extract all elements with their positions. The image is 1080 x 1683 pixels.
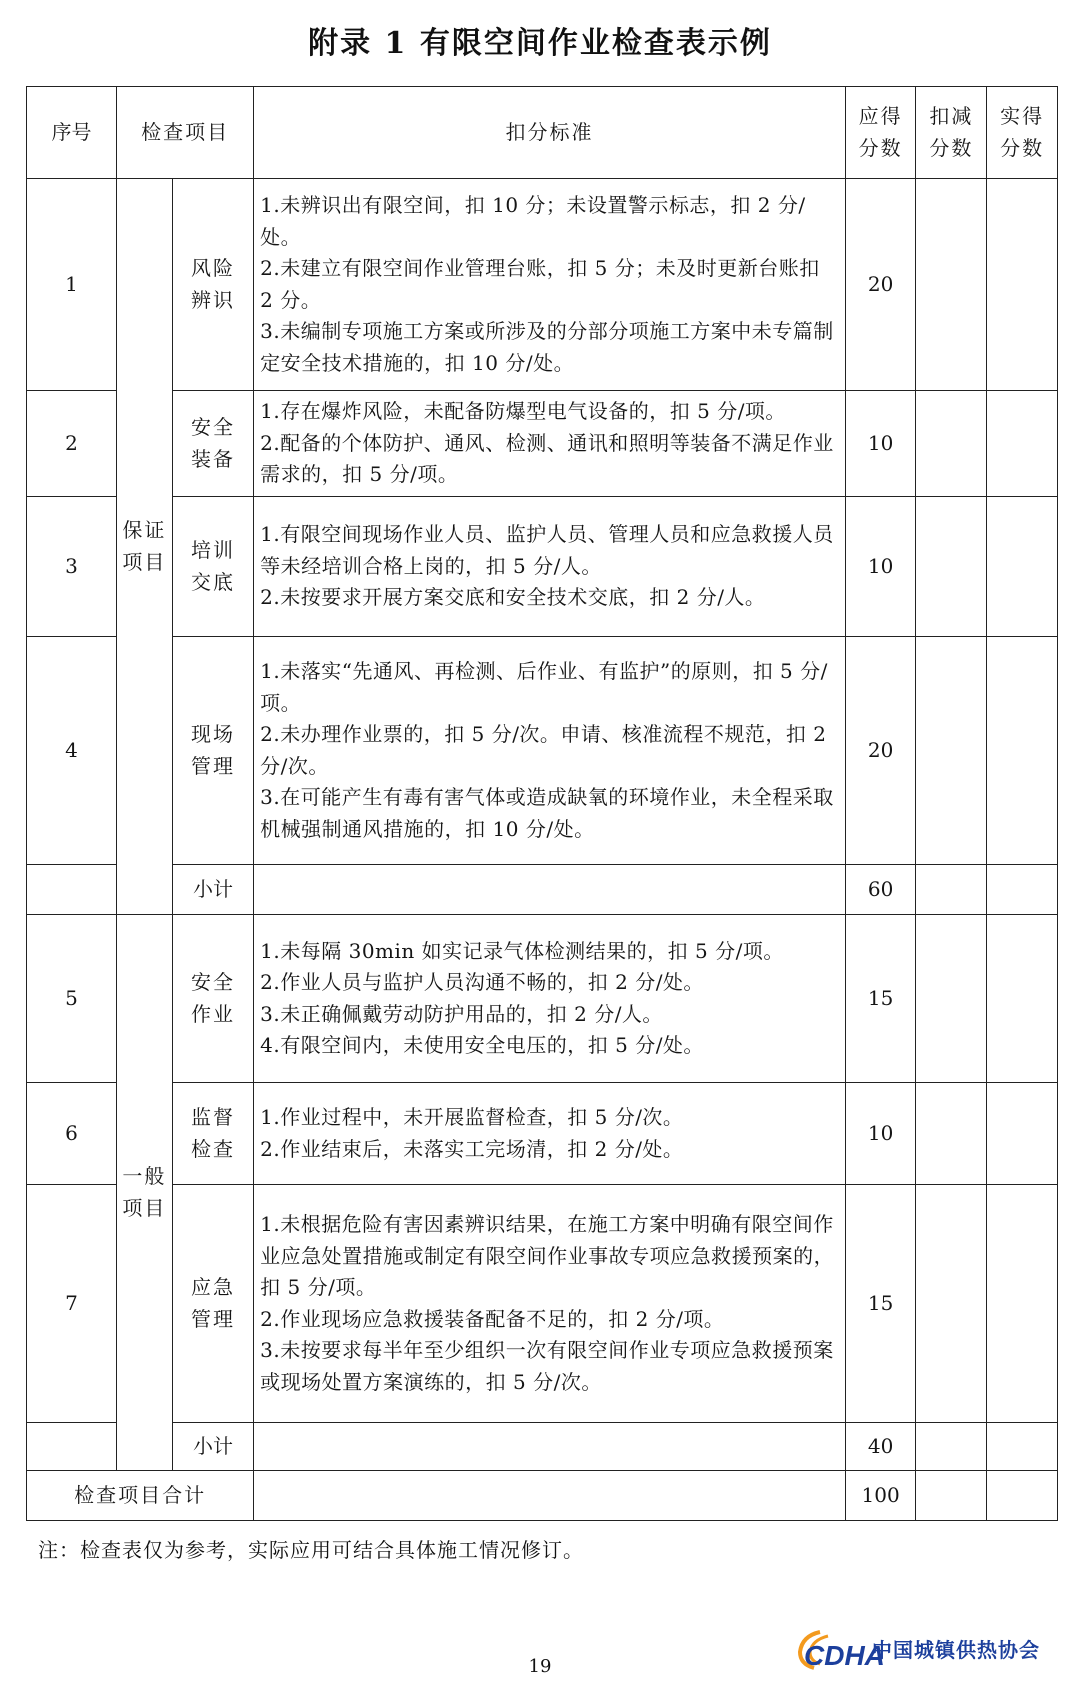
row-actual-score[interactable]	[987, 915, 1058, 1083]
header-actual-line1: 实得	[1000, 104, 1045, 128]
standard-line: 1.未落实“先通风、再检测、后作业、有监护”的原则，扣 5 分/项。	[260, 659, 828, 715]
subtotal-deduct-score[interactable]	[916, 1423, 987, 1471]
row-item-name-line2: 辨识	[190, 287, 235, 312]
table-row	[27, 1185, 1058, 1423]
standard-line: 1.未辨识出有限空间，扣 10 分；未设置警示标志，扣 2 分/处。	[260, 193, 806, 249]
header-due-line1: 应得	[858, 104, 903, 128]
group-general-line2: 项目	[122, 1195, 167, 1220]
subtotal-row	[27, 865, 1058, 915]
row-item-name-line1: 安全	[190, 970, 235, 994]
row-item-name-line1: 应急	[190, 1275, 235, 1299]
header-deduct	[916, 87, 987, 179]
row-item-name	[172, 915, 253, 1083]
row-seq: 4	[27, 637, 117, 865]
subtotal-due-score: 60	[845, 865, 916, 915]
row-due-score: 20	[845, 637, 916, 865]
row-standard	[254, 1083, 846, 1185]
row-seq: 5	[27, 915, 117, 1083]
row-seq: 3	[27, 497, 117, 637]
row-item-name-line1: 现场	[190, 722, 235, 746]
row-standard	[254, 637, 846, 865]
row-item-name	[172, 391, 253, 497]
subtotal-actual-score[interactable]	[987, 1423, 1058, 1471]
row-standard	[254, 179, 846, 391]
row-actual-score[interactable]	[987, 637, 1058, 865]
total-label: 检查项目合计	[27, 1471, 254, 1521]
row-actual-score[interactable]	[987, 1185, 1058, 1423]
header-actual-line2: 分数	[1000, 135, 1045, 160]
page-title: 附录 1 有限空间作业检查表示例	[308, 26, 772, 61]
row-actual-score[interactable]	[987, 179, 1058, 391]
row-deduct-score[interactable]	[916, 915, 987, 1083]
row-item-name	[172, 497, 253, 637]
row-due-score: 10	[845, 391, 916, 497]
row-deduct-score[interactable]	[916, 1185, 987, 1423]
row-due-score: 10	[845, 1083, 916, 1185]
standard-line: 1.存在爆炸风险，未配备防爆型电气设备的，扣 5 分/项。	[260, 399, 786, 424]
page-number: 19	[528, 1656, 552, 1677]
row-standard	[254, 497, 846, 637]
group-general-line1: 一般	[122, 1164, 167, 1188]
row-deduct-score[interactable]	[916, 637, 987, 865]
header-row	[27, 87, 1058, 179]
standard-line: 3.未正确佩戴劳动防护用品的，扣 2 分/人。	[260, 1001, 663, 1026]
standard-line: 1.未根据危险有害因素辨识结果，在施工方案中明确有限空间作业应急处置措施或制定有限空间作业事故专项应急救援预案的，扣 5 分/项。	[260, 1212, 835, 1299]
standard-line: 3.未编制专项施工方案或所涉及的分部分项施工方案中未专篇制定安全技术措施的，扣 10 分/处。	[260, 319, 834, 375]
header-seq: 序号	[27, 87, 117, 179]
header-deduct-line2: 分数	[929, 135, 974, 160]
standard-line: 1.作业过程中，未开展监督检查，扣 5 分/次。	[260, 1105, 684, 1129]
row-item-name	[172, 1083, 253, 1185]
group-guarantee-line2: 项目	[122, 549, 167, 574]
subtotal-standard-empty	[254, 865, 846, 915]
row-seq: 6	[27, 1083, 117, 1185]
row-deduct-score[interactable]	[916, 1083, 987, 1185]
row-item-name-line1: 风险	[190, 256, 235, 280]
row-item-name-line1: 培训	[190, 538, 235, 562]
table-row	[27, 637, 1058, 865]
header-standard: 扣分标准	[254, 87, 846, 179]
row-item-name	[172, 637, 253, 865]
header-actual	[987, 87, 1058, 179]
row-due-score: 20	[845, 179, 916, 391]
subtotal-actual-score[interactable]	[987, 865, 1058, 915]
row-item-name-line2: 管理	[190, 753, 235, 778]
row-seq: 7	[27, 1185, 117, 1423]
table-row	[27, 391, 1058, 497]
logo-mark: CDHA	[804, 1640, 885, 1671]
row-item-name-line1: 监督	[190, 1105, 235, 1129]
standard-line: 2.作业现场应急救援装备配备不足的，扣 2 分/项。	[260, 1306, 725, 1331]
row-actual-score[interactable]	[987, 391, 1058, 497]
row-item-name-line1: 安全	[190, 415, 235, 439]
subtotal-seq-empty	[27, 865, 117, 915]
inspection-table	[26, 86, 1058, 1521]
row-standard	[254, 1185, 846, 1423]
row-item-name-line2: 作业	[190, 1001, 235, 1026]
table-row	[27, 915, 1058, 1083]
row-deduct-score[interactable]	[916, 179, 987, 391]
row-item-name-line2: 检查	[190, 1136, 235, 1161]
header-due	[845, 87, 916, 179]
standard-line: 3.未按要求每半年至少组织一次有限空间作业专项应急救援预案或现场处置方案演练的，扣 5 分/次。	[260, 1338, 834, 1394]
table-row	[27, 1083, 1058, 1185]
standard-line: 1.未每隔 30min 如实记录气体检测结果的，扣 5 分/项。	[260, 938, 784, 963]
group-guarantee	[117, 179, 173, 915]
subtotal-label: 小计	[172, 865, 253, 915]
row-actual-score[interactable]	[987, 497, 1058, 637]
row-due-score: 10	[845, 497, 916, 637]
subtotal-seq-empty	[27, 1423, 117, 1471]
standard-line: 1.有限空间现场作业人员、监护人员、管理人员和应急救援人员等未经培训合格上岗的，扣 5 分/人。	[260, 522, 834, 578]
total-due-score: 100	[845, 1471, 916, 1521]
subtotal-due-score: 40	[845, 1423, 916, 1471]
row-item-name-line2: 交底	[190, 569, 235, 594]
row-deduct-score[interactable]	[916, 391, 987, 497]
group-guarantee-line1: 保证	[122, 518, 167, 542]
standard-line: 2.配备的个体防护、通风、检测、通讯和照明等装备不满足作业需求的，扣 5 分/项。	[260, 430, 834, 487]
row-standard	[254, 915, 846, 1083]
row-item-name	[172, 179, 253, 391]
row-seq: 2	[27, 391, 117, 497]
row-standard	[254, 391, 846, 497]
row-item-name-line2: 装备	[190, 446, 235, 471]
standard-line: 2.作业人员与监护人员沟通不畅的，扣 2 分/处。	[260, 970, 704, 994]
org-name: 中国城镇供热协会	[872, 1638, 1040, 1662]
group-general	[117, 915, 173, 1471]
total-actual-score[interactable]	[987, 1471, 1058, 1521]
header-deduct-line1: 扣减	[929, 104, 974, 128]
subtotal-deduct-score[interactable]	[916, 865, 987, 915]
table-row	[27, 497, 1058, 637]
standard-line: 2.未建立有限空间作业管理台账，扣 5 分；未及时更新台账扣 2 分。	[260, 256, 820, 312]
standard-line: 2.未按要求开展方案交底和安全技术交底，扣 2 分/人。	[260, 585, 766, 610]
subtotal-standard-empty	[254, 1423, 846, 1471]
standard-line: 4.有限空间内，未使用安全电压的，扣 5 分/处。	[260, 1033, 704, 1057]
row-due-score: 15	[845, 1185, 916, 1423]
row-due-score: 15	[845, 915, 916, 1083]
standard-line: 2.作业结束后，未落实工完场清，扣 2 分/处。	[260, 1136, 684, 1161]
row-deduct-score[interactable]	[916, 497, 987, 637]
header-item: 检查项目	[117, 87, 254, 179]
total-row	[27, 1471, 1058, 1521]
table-row	[27, 179, 1058, 391]
row-item-name	[172, 1185, 253, 1423]
standard-line: 3.在可能产生有毒有害气体或造成缺氧的环境作业，未全程采取机械强制通风措施的，扣 10 分/处。	[260, 785, 834, 841]
row-seq: 1	[27, 179, 117, 391]
row-item-name-line2: 管理	[190, 1306, 235, 1331]
total-deduct-score[interactable]	[916, 1471, 987, 1521]
subtotal-label: 小计	[172, 1423, 253, 1471]
header-due-line2: 分数	[858, 135, 903, 160]
row-actual-score[interactable]	[987, 1083, 1058, 1185]
subtotal-row	[27, 1423, 1058, 1471]
standard-line: 2.未办理作业票的，扣 5 分/次。申请、核准流程不规范，扣 2 分/次。	[260, 722, 827, 778]
footnote: 注：检查表仅为参考，实际应用可结合具体施工情况修订。	[38, 1538, 584, 1562]
total-standard-empty	[254, 1471, 846, 1521]
